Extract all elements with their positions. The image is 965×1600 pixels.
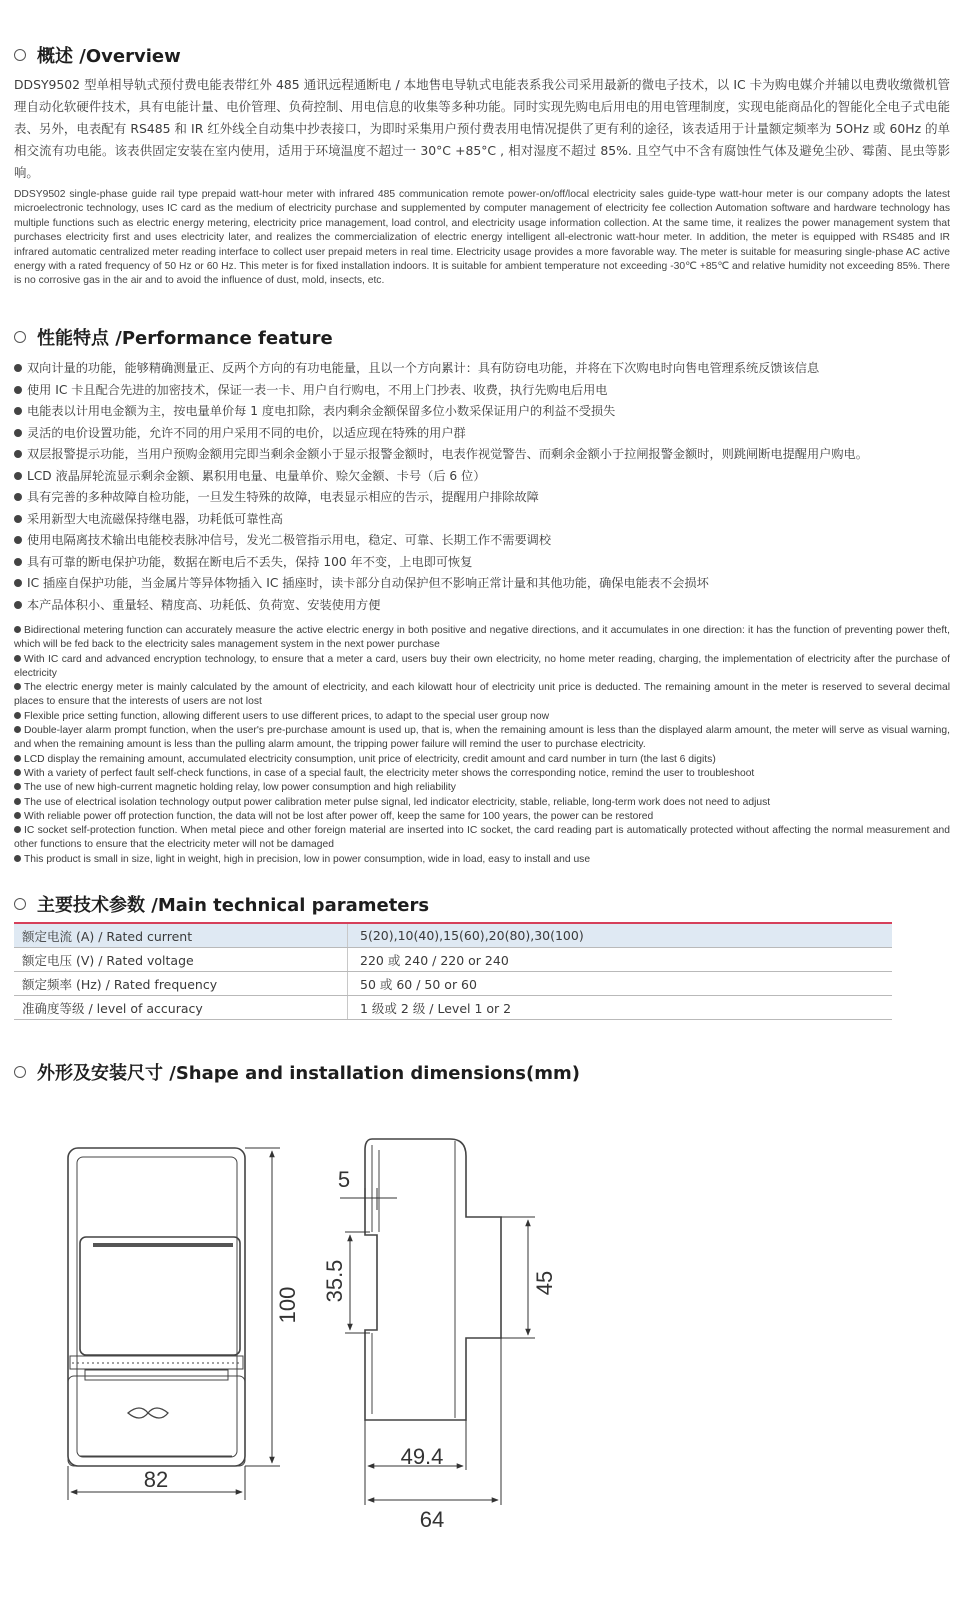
bullet-dot-icon <box>14 450 22 458</box>
performance-en-list <box>14 624 950 867</box>
param-label: 额定电流 (A) / Rated current <box>14 923 348 948</box>
bullet-dot-icon <box>14 579 22 587</box>
param-value: 50 或 60 / 50 or 60 <box>348 972 893 996</box>
front-dimension-lines <box>68 1148 280 1500</box>
param-label: 额定电压 (V) / Rated voltage <box>14 948 348 972</box>
list-item: 使用 IC 卡且配合先进的加密技术，保证一表一卡、用户自行购电，不用上门抄表、收费，执行先购电后用电 <box>14 380 950 402</box>
performance-heading-text: 性能特点 /Performance feature <box>37 328 333 349</box>
bullet-dot-icon <box>14 655 21 662</box>
parameters-heading <box>14 891 429 917</box>
list-item: IC socket self-protection function. When metal piece and other foreign material are inserted into IC socket, the card reading part is automatically protected without affecting the normal measurement and other functions to ensure that the electricity meter will not be damaged <box>14 825 950 851</box>
side-depth-total-label: 64 <box>419 1507 445 1532</box>
overview-heading <box>14 42 181 68</box>
list-item: 采用新型大电流磁保持继电器，功耗低可靠性高 <box>14 509 950 531</box>
bullet-dot-icon <box>14 536 22 544</box>
param-value: 1 级或 2 级 / Level 1 or 2 <box>348 996 893 1020</box>
bullet-dot-icon <box>14 683 21 690</box>
bullet-dot-icon <box>14 429 22 437</box>
bullet-dot-icon <box>14 755 21 762</box>
list-item: The electric energy meter is mainly calculated by the amount of electricity, and each kilowatt hour of electricity unit price is deducted. The remaining amount in the meter is reserved to several decimal places to ensure that the interests of users are not lost <box>14 682 950 708</box>
list-item: 使用电隔离技术输出电能校表脉冲信号，发光二极管指示用电，稳定、可靠、长期工作不需要调校 <box>14 530 950 552</box>
bullet-dot-icon <box>14 798 21 805</box>
bullet-dot-icon <box>14 726 21 733</box>
side-height-label: 45 <box>532 1270 557 1296</box>
list-item: With IC card and advanced encryption technology, to ensure that a meter a card, users buy their own electricity, no home meter reading, charging, the implementation of electricity after the purchase of electricity <box>14 653 950 679</box>
overview-heading-text: 概述 /Overview <box>37 46 181 67</box>
list-item: 电能表以计用电金额为主，按电量单价每 1 度电扣除，表内剩余金额保留多位小数采保证用户的利益不受损失 <box>14 401 950 423</box>
dimensions-heading <box>14 1059 580 1085</box>
dimension-drawing <box>0 1090 965 1600</box>
front-view-drawing <box>68 1148 245 1466</box>
bullet-dot-icon <box>14 712 21 719</box>
side-depth-inner-label: 49.4 <box>400 1444 444 1469</box>
bullet-dot-icon <box>14 558 22 566</box>
parameters-table <box>14 922 892 1020</box>
front-width-label: 82 <box>143 1467 169 1492</box>
list-item: 灵活的电价设置功能，允许不同的用户采用不同的电价，以适应现在特殊的用户群 <box>14 423 950 445</box>
bullet-dot-icon <box>14 855 21 862</box>
bullet-dot-icon <box>14 364 22 372</box>
param-label: 额定频率 (Hz) / Rated frequency <box>14 972 348 996</box>
list-item: 具有完善的多种故障自检功能，一旦发生特殊的故障，电表显示相应的告示，提醒用户排除故障 <box>14 487 950 509</box>
list-item: LCD display the remaining amount, accumulated electricity consumption, unit price of electricity, credit amount and card number in turn (the last 6 digits) <box>14 753 950 767</box>
table-row <box>14 923 892 948</box>
list-item: This product is small in size, light in weight, high in precision, low in power consumption, wide in load, easy to install and use <box>14 853 950 867</box>
dimensions-heading-text: 外形及安装尺寸 /Shape and installation dimensions(mm) <box>37 1063 580 1084</box>
bullet-dot-icon <box>14 783 21 790</box>
circle-bullet-icon <box>14 331 26 343</box>
param-value: 5(20),10(40),15(60),20(80),30(100) <box>348 923 893 948</box>
circle-bullet-icon <box>14 49 26 61</box>
rail-gap-label: 5 <box>337 1167 351 1192</box>
bullet-dot-icon <box>14 769 21 776</box>
list-item: The use of electrical isolation technology output power calibration meter pulse signal, led indicator electricity, stable, reliable, long-term work does not need to adjust <box>14 796 950 810</box>
table-row <box>14 996 892 1020</box>
side-view-drawing <box>365 1139 501 1420</box>
list-item: 双向计量的功能，能够精确测量正、反两个方向的有功电能量，且以一个方向累计：具有防窃电功能，并将在下次购电时向售电管理系统反馈该信息 <box>14 358 950 380</box>
list-item: 双层报警提示功能，当用户预购金额用完即当剩余金额小于显示报警金额时，电表作视觉警告、而剩余金额小于拉闸报警金额时，则跳闸断电提醒用户购电。 <box>14 444 950 466</box>
bullet-dot-icon <box>14 601 22 609</box>
list-item: The use of new high-current magnetic holding relay, low power consumption and high reliability <box>14 781 950 795</box>
performance-cn-list <box>14 358 950 616</box>
circle-bullet-icon <box>14 898 26 910</box>
list-item: 具有可靠的断电保护功能，数据在断电后不丢失，保持 100 年不变，上电即可恢复 <box>14 552 950 574</box>
overview-cn-text: DDSY9502 型单相导轨式预付费电能表带红外 485 通讯远程通断电 / 本地售电导轨式电能表系我公司采用最新的微电子技术，以 IC 卡为购电媒介并辅以电费收缴微机管理自动化软硬件技术，具有电能计量、电价管理、负荷控制、用电信息的收集等多种功能。同时实现先购电后用电的用电管理制度，实现电能商品化的智能化全电子式电能表、另外，电表配有 RS485 和 IR 红外线全自动集中抄表接口，为即时采集用户预付费表用电情况提供了更有利的途径，该表适用于计量额定频率为 5OHz 或 60Hz 的单相交流有功电能。该表供固定安装在室内使用，适用于环境温度不超过一 30°C +85°C , 相对湿度不超过 85%. 且空气中不含有腐蚀性气体及避免尘砂、霉菌、昆虫等影响。 <box>14 77 950 180</box>
list-item: Double-layer alarm prompt function, when the user's pre-purchase amount is used up, that is, when the remaining amount is less than the displayed alarm amount, the meter will serve as visual warning, and when the remaining amount is less than the pulling alarm amount, the tripping power failure will remind the user to purchase electricity. <box>14 725 950 751</box>
bullet-dot-icon <box>14 472 22 480</box>
param-label: 准确度等级 / level of accuracy <box>14 996 348 1020</box>
list-item: LCD 液晶屏轮流显示剩余金额、累积用电量、电量单价、赊欠金额、卡号（后 6 位） <box>14 466 950 488</box>
list-item: With reliable power off protection function, the data will not be lost after power off, keep the same for 100 years, the power can be restored <box>14 810 950 824</box>
list-item: IC 插座自保护功能，当金属片等异体物插入 IC 插座时，读卡部分自动保护但不影响正常计量和其他功能，确保电能表不会损坏 <box>14 573 950 595</box>
bullet-dot-icon <box>14 515 22 523</box>
overview-en-text: DDSY9502 single-phase guide rail type prepaid watt-hour meter with infrared 485 communication remote power-on/off/local electricity sales guide-type watt-hour meter is our company adopts the latest microelectronic technology, uses IC card as the medium of electricity purchase and supplemented by computer management of electricity fee collection Automation software and hardware technology has multiple functions such as electric energy metering, electricity price management, load control, and electricity usage information collection. At the same time, it realizes the power management system that purchases electricity first and uses electricity later, and realizes the commercialization of electric energy intelligent all-electronic watt-hour meter. In addition, the meter is equipped with RS485 and IR infrared automatic centralized meter reading interface to collect user prepaid meters in real time. Electricity usage provides a more favorable way. The meter is suitable for measuring single-phase AC active energy with a rated frequency of 50 Hz or 60 Hz. This meter is for fixed installation indoors. It is suitable for ambient temperature not exceeding -30℃ +85℃ and relative humidity not exceeding 85%. There is no corrosive gas in the air and to avoid the influence of dust, mold, insects, etc. <box>14 189 950 287</box>
circle-bullet-icon <box>14 1066 26 1078</box>
rail-height-label: 35.5 <box>322 1259 347 1303</box>
table-row <box>14 948 892 972</box>
table-row <box>14 972 892 996</box>
list-item: Bidirectional metering function can accurately measure the active electric energy in both positive and negative directions, and it accumulates in one direction: it has the function of preventing power theft, which will be fed back to the electricity sales management system in the next power purchase <box>14 625 950 651</box>
bullet-dot-icon <box>14 626 21 633</box>
list-item: With a variety of perfect fault self-check functions, in case of a special fault, the electricity meter shows the corresponding notice, remind the user to troubleshoot <box>14 767 950 781</box>
bullet-dot-icon <box>14 407 22 415</box>
bullet-dot-icon <box>14 826 21 833</box>
bullet-dot-icon <box>14 493 22 501</box>
list-item: 本产品体积小、重量轻、精度高、功耗低、负荷宽、安装使用方便 <box>14 595 950 617</box>
list-item: Flexible price setting function, allowing different users to use different prices, to adapt to the special user group now <box>14 710 950 724</box>
bullet-dot-icon <box>14 812 21 819</box>
front-height-label: 100 <box>275 1286 300 1324</box>
bullet-dot-icon <box>14 386 22 394</box>
param-value: 220 或 240 / 220 or 240 <box>348 948 893 972</box>
performance-heading <box>14 324 333 350</box>
parameters-heading-text: 主要技术参数 /Main technical parameters <box>37 895 430 916</box>
